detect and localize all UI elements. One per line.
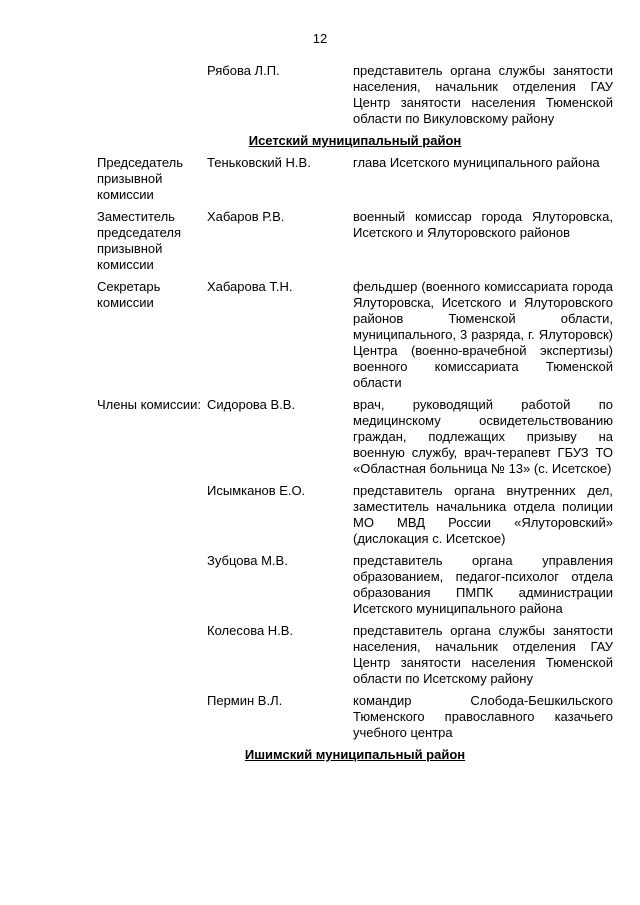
member-name: Теньковский Н.В.	[207, 155, 311, 170]
member-name: Хабарова Т.Н.	[207, 279, 293, 294]
member-name: Исымканов Е.О.	[207, 483, 306, 498]
member-row	[97, 483, 613, 547]
member-role: Члены комиссии:	[97, 397, 202, 412]
member-position: представитель органа управления образованием, педагог-психолог отдела образования ПМПК администрации Исетского муниципального района	[353, 553, 613, 616]
member-row	[97, 279, 613, 391]
member-name: Колесова Н.В.	[207, 623, 294, 638]
member-name: Хабаров Р.В.	[207, 209, 285, 224]
member-row	[97, 553, 613, 617]
member-role: Секретарь комиссии	[97, 279, 161, 310]
member-row	[97, 693, 613, 741]
member-row	[97, 397, 613, 477]
member-position: представитель органа внутренних дел, заместитель начальника отдела полиции МО МВД России «Ялуторовский» (дислокация с. Исетское)	[353, 483, 613, 546]
member-position: фельдшер (военного комиссариата города Ялуторовска, Исетского и Ялуторовского районов Тюменской области, муниципального, 3 разряда, г. Ялуторовск) Центра (военно-врачебной экспертизы) военного комиссариата Тюменской области	[353, 279, 613, 390]
member-name: Сидорова В.В.	[207, 397, 296, 412]
section-heading-ishimsky: Ишимский муниципальный район	[244, 747, 466, 762]
member-position: представитель органа службы занятости населения, начальник отделения ГАУ Центр занятости населения Тюменской области по Исетскому району	[353, 623, 613, 686]
commission-list	[97, 63, 613, 763]
member-row	[97, 623, 613, 687]
page-number: 12	[312, 31, 328, 46]
member-position: командир Слобода-Бешкильского Тюменского православного казачьего учебного центра	[353, 693, 613, 740]
member-role: Председатель призывной комиссии	[97, 155, 184, 202]
member-row	[97, 63, 613, 127]
member-position: представитель органа службы занятости населения, начальник отделения ГАУ Центр занятости населения Тюменской области по Викуловскому району	[353, 63, 613, 126]
member-position: врач, руководящий работой по медицинскому освидетельствованию граждан, подлежащих призыву на военную службу, врач-терапевт ГБУЗ ТО «Областная больница № 13» (с. Исетское)	[353, 397, 613, 476]
member-name: Зубцова М.В.	[207, 553, 288, 568]
member-row	[97, 155, 613, 203]
member-position: военный комиссар города Ялуторовска, Исетского и Ялуторовского районов	[353, 209, 613, 240]
member-role: Заместитель председателя призывной комиссии	[97, 209, 182, 272]
member-position: глава Исетского муниципального района	[353, 155, 600, 170]
section-heading-isetsky: Исетский муниципальный район	[248, 133, 462, 148]
member-row	[97, 209, 613, 273]
member-name: Рябова Л.П.	[207, 63, 280, 78]
member-name: Пермин В.Л.	[207, 693, 283, 708]
